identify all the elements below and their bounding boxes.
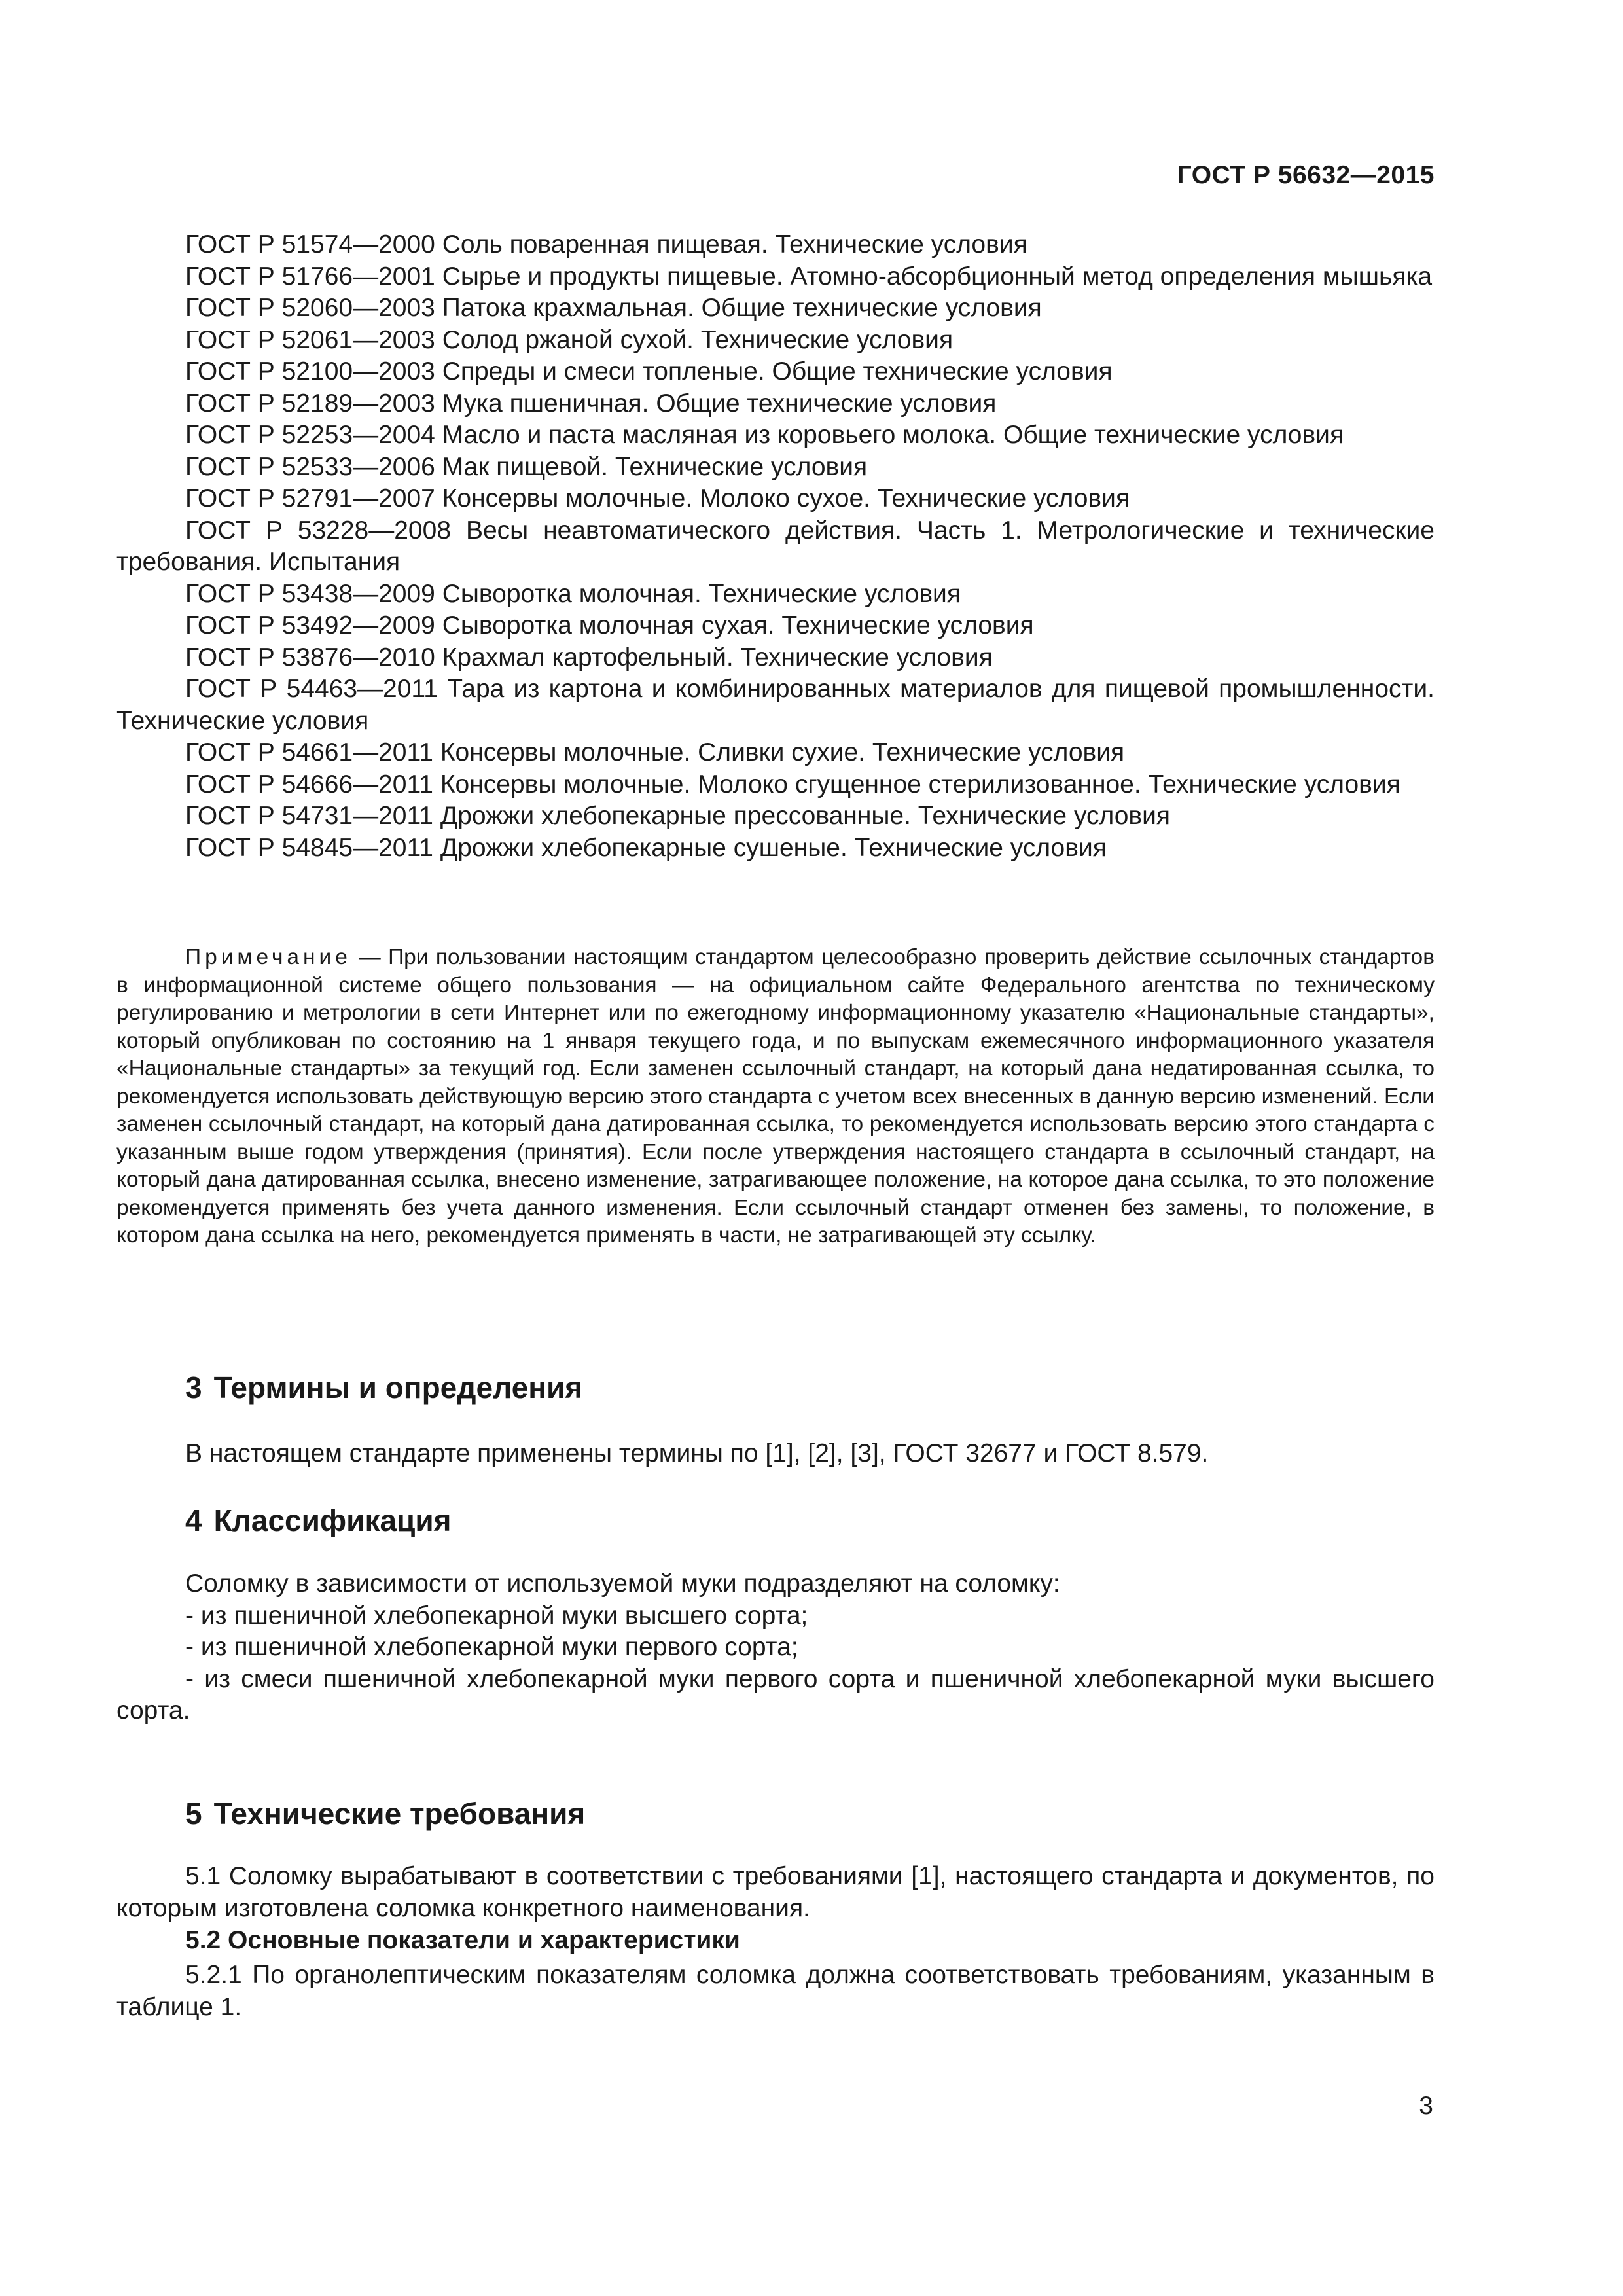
reference-title: Солод ржаной сухой. Технические условия [442,325,954,354]
reference-item [116,420,1435,452]
reference-item [116,769,1435,801]
reference-code: ГОСТ Р 53438—2009 [185,579,435,608]
reference-item [116,642,1435,674]
reference-item [116,229,1435,261]
reference-item [116,833,1435,865]
reference-item [116,737,1435,769]
note-text: — При пользовании настоящим стандартом целесообразно проверить действие ссылочных стандартов в информационной системе общего пользования — на официальном сайте Федерального агентства по техническому регулированию и метрологии в сети Интернет или по ежегодному информационному указателю «Национальные стандарты», который опубликован по состоянию на 1 января текущего года, и по выпускам ежемесячного информационного указателя «Национальные стандарты» за текущий год. Если заменен ссылочный стандарт, на который дана недатированная ссылка, то рекомендуется использовать действующую версию этого стандарта с учетом всех внесенных в данную версию изменений. Если заменен ссылочный стандарт, на который дана датированная ссылка, то рекомендуется использовать версию этого стандарта с указанным выше годом утверждения (принятия). Если после утверждения настоящего стандарта в ссылочный стандарт, на который дана датированная ссылка, внесено изменение, затрагивающее положение, на которое дана ссылка, то это положение рекомендуется применять без учета данного изменения. Если ссылочный стандарт отменен без замены, то положение, в котором дана ссылка на него, рекомендуется применять в части, не затрагивающей эту ссылку. [116,945,1435,1247]
section-title: Классификация [213,1503,452,1537]
reference-code: ГОСТ Р 51766—2001 [185,262,435,291]
reference-code: ГОСТ Р 52253—2004 [185,421,435,449]
reference-title: Спреды и смеси топленые. Общие технические условия [442,357,1113,386]
reference-title: Масло и паста масляная из коровьего молока. Общие технические условия [442,421,1344,449]
reference-title: Мак пищевой. Технические условия [442,452,868,481]
section-4-heading [185,1503,451,1538]
reference-title: Крахмал картофельный. Технические условия [442,643,993,672]
reference-code: ГОСТ Р 52791—2007 [185,484,435,512]
reference-title: Сыворотка молочная сухая. Технические условия [442,611,1034,639]
note-label: Примечание [185,945,351,969]
reference-title: Сырье и продукты пищевые. Атомно-абсорбционный метод определения мышьяка [442,262,1433,291]
reference-code: ГОСТ Р 52533—2006 [185,452,435,481]
section-3-heading [185,1370,582,1405]
section-title: Технические требования [213,1797,586,1831]
reference-code: ГОСТ Р 52189—2003 [185,389,435,418]
list-item: - из пшеничной хлебопекарной муки высшего сорта; [185,1601,808,1630]
section-4-intro: Соломку в зависимости от используемой муки подразделяют на соломку: [185,1570,1060,1598]
reference-code: ГОСТ Р 52060—2003 [185,294,435,322]
section-5-heading [185,1796,585,1831]
reference-code: ГОСТ Р 54731—2011 [185,802,433,830]
reference-title: Дрожжи хлебопекарные сушеные. Технические условия [440,833,1107,862]
reference-item [116,483,1435,515]
reference-title: Мука пшеничная. Общие технические условия [442,389,997,418]
reference-item [116,356,1435,388]
reference-code: ГОСТ Р 52061—2003 [185,325,435,354]
reference-code: ГОСТ Р 54845—2011 [185,833,433,862]
reference-code: ГОСТ Р 54666—2011 [185,770,433,798]
reference-title: Тара из картона и комбинированных материалов для пищевой промышленности. Технические условия [116,675,1435,735]
page-number: 3 [1419,2092,1433,2120]
list-item: - из смеси пшеничной хлебопекарной муки первого сорта и пшеничной хлебопекарной муки высшего сорта. [116,1664,1435,1725]
subsection-5-2-heading: 5.2 Основные показатели и характеристики [185,1926,740,1954]
reference-item [116,293,1435,325]
reference-item [116,388,1435,420]
reference-title: Сыворотка молочная. Технические условия [442,579,961,608]
reference-title: Весы неавтоматического действия. Часть 1. Метрологические и технические требования. Испытания [116,516,1435,576]
reference-item [116,325,1435,357]
reference-item [116,673,1435,737]
reference-title: Дрожжи хлебопекарные прессованные. Технические условия [440,802,1171,830]
reference-code: ГОСТ Р 52100—2003 [185,357,435,386]
reference-item [116,579,1435,611]
paragraph-5-1: 5.1 Соломку вырабатывают в соответствии с требованиями [1], настоящего стандарта и документов, по которым изготовлена соломка конкретного наименования. [116,1862,1435,1922]
reference-title: Патока крахмальная. Общие технические условия [442,294,1042,322]
references-note [116,944,1435,1250]
references-list [116,229,1435,864]
reference-item [116,261,1435,293]
section-4-body [116,1568,1435,1727]
reference-title: Соль поваренная пищевая. Технические условия [442,230,1027,259]
section-number: 5 [185,1797,202,1831]
reference-code: ГОСТ Р 51574—2000 [185,230,435,259]
reference-title: Консервы молочные. Молоко сухое. Технические условия [442,484,1130,512]
reference-code: ГОСТ Р 54661—2011 [185,738,433,766]
section-number: 4 [185,1503,202,1537]
reference-code: ГОСТ Р 53876—2010 [185,643,435,672]
reference-item [116,452,1435,484]
section-title: Термины и определения [213,1371,583,1405]
reference-item [116,800,1435,833]
list-item: - из пшеничной хлебопекарной муки первого сорта; [185,1633,798,1661]
reference-title: Консервы молочные. Молоко сгущенное стерилизованное. Технические условия [440,770,1400,798]
document-header: ГОСТ Р 56632—2015 [1177,161,1435,189]
reference-code: ГОСТ Р 53228—2008 [185,516,452,545]
reference-code: ГОСТ Р 53492—2009 [185,611,435,639]
section-number: 3 [185,1371,202,1405]
reference-title: Консервы молочные. Сливки сухие. Технические условия [440,738,1125,766]
paragraph-5-2-1: 5.2.1 По органолептическим показателям соломка должна соответствовать требованиям, указанным в таблице 1. [116,1961,1435,2021]
reference-code: ГОСТ Р 54463—2011 [185,675,438,703]
reference-item [116,515,1435,579]
reference-item [116,610,1435,642]
section-3-text: В настоящем стандарте применены термины по [1], [2], [3], ГОСТ 32677 и ГОСТ 8.579. [185,1439,1209,1467]
